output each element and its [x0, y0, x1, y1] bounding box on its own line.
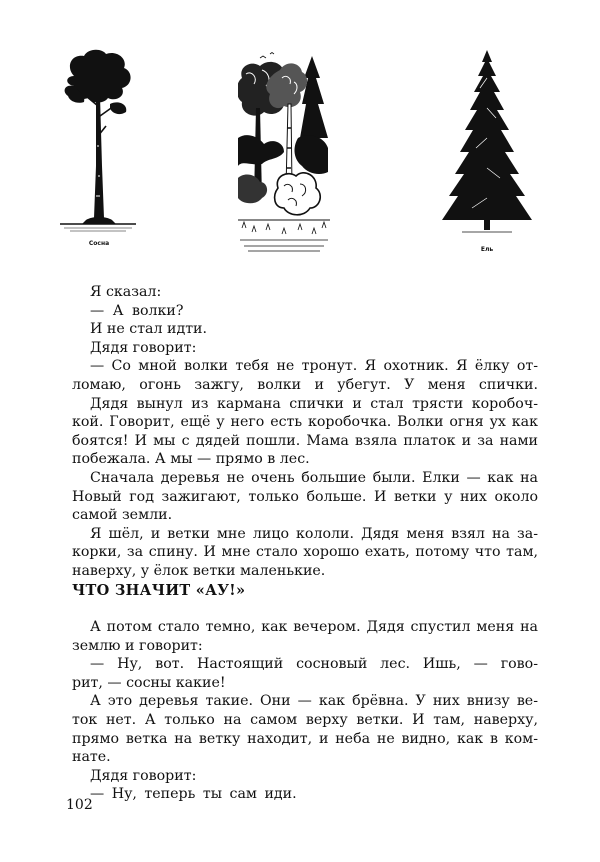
text-line: — А волки? [90, 302, 184, 319]
text-line: Я шёл, и ветки мне лицо кололи. Дядя меня взял на за- [90, 525, 538, 542]
text-line: — Ну, вот. Настоящий сосновый лес. Ишь, — гово- [90, 656, 538, 673]
text-line: наверху, у ёлок ветки маленькие. [72, 562, 326, 579]
text-line: Новый год зажигают, только больше. И ветки у них около [72, 488, 538, 505]
text-line: И не стал идти. [90, 321, 208, 338]
section-1-text [72, 283, 538, 581]
spruce-tree-illustration [432, 48, 542, 240]
text-line: Я сказал: [90, 284, 162, 300]
text-line: ток нет. А только на самом верху ветки. И там, наверху, [72, 711, 538, 728]
text-line: кой. Говорит, ещё у него есть коробочка. Волки огня ух как [72, 414, 538, 431]
page-number: 102 [66, 797, 93, 813]
text-line: землю и говорит: [72, 637, 203, 654]
pine-caption: Сосна [88, 240, 110, 247]
text-line: А потом стало темно, как вечером. Дядя спустил меня на [90, 619, 538, 635]
section-2-text [72, 618, 538, 804]
text-line: Дядя говорит: [90, 767, 197, 784]
text-line: нате. [72, 749, 111, 766]
text-line: Дядя вынул из кармана спички и стал трясти коробоч- [90, 395, 538, 412]
text-line: побежала. А мы — прямо в лес. [72, 451, 310, 468]
text-line: рит, — сосны какие! [72, 674, 226, 691]
text-line: ломаю, огонь зажгу, волки и убегут. У меня спички. [72, 376, 538, 393]
text-line: А это деревья такие. Они — как брёвна. У них внизу ве- [90, 693, 538, 710]
text-line: самой земли. [72, 507, 173, 524]
text-line: — Со мной волки тебя не тронут. Я охотник. Я ёлку от- [90, 358, 538, 375]
section-heading: ЧТО ЗНАЧИТ «АУ!» [72, 582, 246, 599]
text-line: — Ну, теперь ты сам иди. [90, 786, 297, 803]
spruce-caption: Ель [480, 246, 494, 253]
text-line: корки, за спину. И мне стало хорошо ехать, потому что там, [72, 544, 538, 561]
text-line: боятся! И мы с дядей пошли. Мама взяла платок и за нами [72, 432, 538, 449]
text-line: Дядя говорит: [90, 339, 197, 356]
pine-tree-illustration [56, 46, 140, 236]
text-line: прямо ветка на ветку находит, и неба не видно, как в ком- [72, 730, 538, 747]
text-line: Сначала деревья не очень большие были. Елки — как на [90, 469, 538, 486]
forest-illustration [238, 48, 330, 254]
